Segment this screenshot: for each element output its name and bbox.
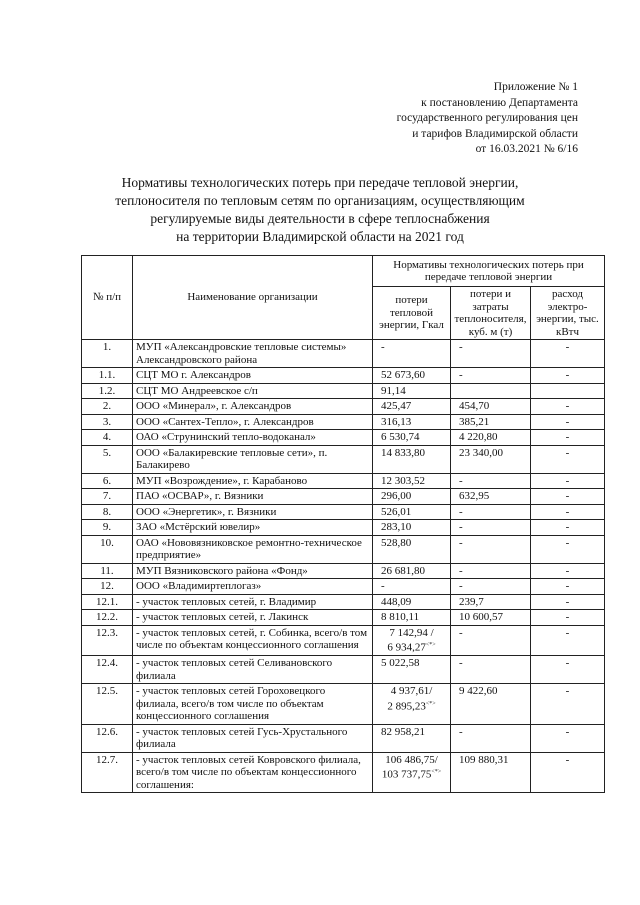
organization-name: - участок тепловых сетей Селивановского филиала (133, 656, 373, 684)
coolant-loss-value: 385,21 (451, 414, 531, 430)
table-row (82, 752, 605, 793)
electricity-value: - (531, 563, 605, 579)
coolant-loss-value: - (451, 535, 531, 563)
row-number: 11. (82, 563, 133, 579)
table-row (82, 445, 605, 473)
organization-name: ПАО «ОСВАР», г. Вязники (133, 489, 373, 505)
header-heat-loss: потери тепловой энергии, Гкал (373, 287, 451, 340)
table-row (82, 625, 605, 656)
coolant-loss-value: - (451, 368, 531, 384)
table-row (82, 656, 605, 684)
electricity-value: - (531, 579, 605, 595)
coolant-loss-value: - (451, 656, 531, 684)
heat-loss-value: 8 810,11 (373, 610, 451, 626)
heat-loss-value: - (373, 579, 451, 595)
electricity-value: - (531, 724, 605, 752)
table-row (82, 414, 605, 430)
heat-loss-value: 26 681,80 (373, 563, 451, 579)
row-number: 1. (82, 340, 133, 368)
heat-loss-total: 4 937,61/ (390, 685, 433, 698)
row-number: 10. (82, 535, 133, 563)
appendix-line: к постановлению Департамента (421, 96, 578, 109)
row-number: 6. (82, 473, 133, 489)
heat-loss-value: - (373, 340, 451, 368)
heat-loss-value (373, 752, 451, 793)
table-row (82, 473, 605, 489)
title-line: регулируемые виды деятельности в сфере теплоснабжения (150, 211, 490, 226)
organization-name: СЦТ МО Андреевское с/п (133, 383, 373, 399)
appendix-line: Приложение № 1 (493, 81, 578, 93)
header-name: Наименование организации (133, 256, 373, 340)
organization-name: - участок тепловых сетей Гусь-Хрустального филиала (133, 724, 373, 752)
heat-loss-value: 6 530,74 (373, 430, 451, 446)
row-number: 8. (82, 504, 133, 520)
heat-loss-concession-value: 103 737,75 (381, 768, 432, 781)
appendix-block (397, 80, 578, 158)
heat-loss-value: 12 303,52 (373, 473, 451, 489)
electricity-value: - (531, 430, 605, 446)
heat-loss-value (373, 684, 451, 725)
organization-name: ООО «Минерал», г. Александров (133, 399, 373, 415)
heat-loss-value: 526,01 (373, 504, 451, 520)
header-num: № п/п (82, 256, 133, 340)
table-row (82, 594, 605, 610)
coolant-loss-value: - (451, 625, 531, 656)
coolant-loss-value: - (451, 579, 531, 595)
electricity-value: - (531, 414, 605, 430)
row-number: 12.1. (82, 594, 133, 610)
table-row (82, 563, 605, 579)
coolant-loss-value: 23 340,00 (451, 445, 531, 473)
coolant-loss-value: 9 422,60 (451, 684, 531, 725)
row-number: 12.7. (82, 752, 133, 793)
organization-name: - участок тепловых сетей, г. Владимир (133, 594, 373, 610)
electricity-value: - (531, 368, 605, 384)
table-row (82, 383, 605, 399)
row-number: 12.6. (82, 724, 133, 752)
coolant-loss-value: 4 220,80 (451, 430, 531, 446)
row-number: 3. (82, 414, 133, 430)
table-row (82, 520, 605, 536)
organization-name: - участок тепловых сетей, г. Лакинск (133, 610, 373, 626)
title-line: на территории Владимирской области на 2021 год (176, 229, 464, 244)
organization-name: - участок тепловых сетей, г. Собинка, всего/в том числе по объектам концессионного соглашения (133, 625, 373, 656)
heat-loss-value: 528,80 (373, 535, 451, 563)
heat-loss-value: 296,00 (373, 489, 451, 505)
coolant-loss-value: 239,7 (451, 594, 531, 610)
row-number: 1.1. (82, 368, 133, 384)
table-row (82, 504, 605, 520)
organization-name: ЗАО «Мстёрский ювелир» (133, 520, 373, 536)
coolant-loss-value: 10 600,57 (451, 610, 531, 626)
title-line: теплоносителя по тепловым сетям по организациям, осуществляющим (115, 193, 525, 208)
coolant-loss-value: - (451, 520, 531, 536)
table-row (82, 579, 605, 595)
row-number: 7. (82, 489, 133, 505)
organization-name: ООО «Балакиревские тепловые сети», п. Балакирево (133, 445, 373, 473)
row-number: 12.3. (82, 625, 133, 656)
header-coolant-loss: потери и затраты теплоносителя, куб. м (т) (451, 287, 531, 340)
heat-loss-value: 52 673,60 (373, 368, 451, 384)
row-number: 1.2. (82, 383, 133, 399)
table-row (82, 489, 605, 505)
table-row (82, 610, 605, 626)
coolant-loss-value: 454,70 (451, 399, 531, 415)
organization-name: - участок тепловых сетей Ковровского филиала, всего/в том числе по объектам концессионного соглашения: (133, 752, 373, 793)
coolant-loss-value: - (451, 724, 531, 752)
electricity-value: - (531, 594, 605, 610)
heat-loss-value: 82 958,21 (373, 724, 451, 752)
electricity-value: - (531, 520, 605, 536)
organization-name: ООО «Энергетик», г. Вязники (133, 504, 373, 520)
heat-loss-concession (376, 639, 447, 654)
electricity-value: - (531, 656, 605, 684)
heat-loss-concession-value: 2 895,23 (387, 700, 426, 713)
table-row (82, 340, 605, 368)
document-title (100, 174, 540, 246)
electricity-value: - (531, 535, 605, 563)
electricity-value: - (531, 752, 605, 793)
organization-name: ООО «Сантех-Тепло», г. Александров (133, 414, 373, 430)
footnote-mark: <*> (425, 642, 436, 648)
table-body (82, 340, 605, 793)
footnote-mark: <*> (425, 700, 436, 707)
electricity-value: - (531, 399, 605, 415)
electricity-value: - (531, 504, 605, 520)
organization-name: МУП «Возрождение», г. Карабаново (133, 473, 373, 489)
coolant-loss-value: 109 880,31 (451, 752, 531, 793)
norms-table (81, 255, 605, 793)
electricity-value (531, 383, 605, 399)
header-electricity: расход электро-энергии, тыс. кВтч (531, 287, 605, 340)
organization-name: ОАО «Нововязниковское ремонтно-техническое предприятие» (133, 535, 373, 563)
heat-loss-concession-value: 6 934,27 (387, 641, 426, 654)
organization-name: МУП Вязниковского района «Фонд» (133, 563, 373, 579)
table-row (82, 368, 605, 384)
appendix-line: от 16.03.2021 № 6/16 (475, 143, 578, 155)
row-number: 2. (82, 399, 133, 415)
electricity-value: - (531, 340, 605, 368)
row-number: 4. (82, 430, 133, 446)
heat-loss-value (373, 625, 451, 656)
table-row (82, 724, 605, 752)
table-row (82, 399, 605, 415)
heat-loss-value: 5 022,58 (373, 656, 451, 684)
coolant-loss-value: - (451, 504, 531, 520)
title-line: Нормативы технологических потерь при передаче тепловой энергии, (121, 175, 519, 190)
heat-loss-value: 91,14 (373, 383, 451, 399)
heat-loss-value: 316,13 (373, 414, 451, 430)
heat-loss-value: 448,09 (373, 594, 451, 610)
appendix-line: и тарифов Владимирской области (412, 127, 578, 140)
organization-name: МУП «Александровские тепловые системы» Александровского района (133, 340, 373, 368)
row-number: 12.5. (82, 684, 133, 725)
coolant-loss-value: - (451, 563, 531, 579)
appendix-line: государственного регулирования цен (396, 112, 578, 124)
electricity-value: - (531, 684, 605, 725)
heat-loss-concession (376, 698, 447, 713)
coolant-loss-value: - (451, 340, 531, 368)
organization-name: - участок тепловых сетей Гороховецкого филиала, всего/в том числе по объектам концессионного соглашения (133, 684, 373, 725)
row-number: 12.2. (82, 610, 133, 626)
electricity-value: - (531, 610, 605, 626)
electricity-value: - (531, 489, 605, 505)
header-group: Нормативы технологических потерь при передаче тепловой энергии (373, 256, 605, 287)
heat-loss-total: 106 486,75/ (385, 753, 438, 766)
electricity-value: - (531, 625, 605, 656)
row-number: 12.4. (82, 656, 133, 684)
footnote-mark: <*> (431, 769, 442, 776)
heat-loss-concession (376, 766, 447, 781)
coolant-loss-value (451, 383, 531, 399)
heat-loss-value: 425,47 (373, 399, 451, 415)
table-row (82, 430, 605, 446)
organization-name: ОАО «Струнинский тепло-водоканал» (133, 430, 373, 446)
table-row (82, 684, 605, 725)
coolant-loss-value: - (451, 473, 531, 489)
heat-loss-total: 7 142,94 / (389, 626, 434, 639)
row-number: 9. (82, 520, 133, 536)
organization-name: ООО «Владимиртеплогаз» (133, 579, 373, 595)
heat-loss-value: 283,10 (373, 520, 451, 536)
table-row (82, 535, 605, 563)
row-number: 12. (82, 579, 133, 595)
organization-name: СЦТ МО г. Александров (133, 368, 373, 384)
electricity-value: - (531, 473, 605, 489)
heat-loss-value: 14 833,80 (373, 445, 451, 473)
electricity-value: - (531, 445, 605, 473)
row-number: 5. (82, 445, 133, 473)
coolant-loss-value: 632,95 (451, 489, 531, 505)
